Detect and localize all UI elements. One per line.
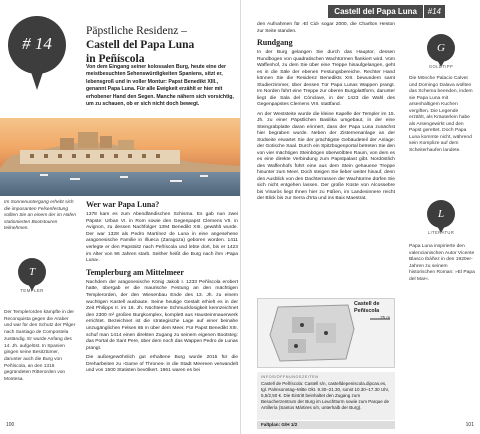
photo-caption: Im Sonnenuntergang erhebt sich die imposanten Felsenfestung sollten Sie an einem der im Hafen stationierten Bootstouren teilnehmen. (4, 200, 76, 232)
running-header-title: Castell del Papa Luna (328, 5, 423, 18)
section-text-templerburg: Nachdem der aragonesische König Jakob I. 1233 Peñíscola erobert hatte, übergab er die maurische Festung an den mächtigen Templerorden, der den Wiesenbau Ende des 13. Jh. zu einem wuchtigen Kastell ausbaute. Seine heutige Gestalt erhielt es in der Zeit Philipps II. im 16. Jh. Nüchterne Schmucklosigkeit kennzeichnet den 2300 m² großen Burgkomplex, komplett aus Hausteinmauerwerk errichtet. Bezeichnet ist die strategische Lage auf einer beinahe unzugänglichen Felsen 65 m über dem Meer. Für Papst Benedikt XIII. schuf man 1414 einen direkten Zugang zu seinem eigenen Bootsteg: das Portal de Sant Pere, über dem noch das Wappen Pedro de Lunas prangt. (86, 279, 238, 351)
templer-badge-label: TEMPLER (20, 288, 44, 293)
location-pin-marker (8, 16, 66, 92)
pin-tip (27, 60, 47, 90)
literatur-badge-label: LITERATUR (427, 230, 455, 235)
info-box (257, 372, 395, 420)
page-number-left: 100 (6, 422, 15, 428)
castle-floor-map (257, 298, 395, 368)
map-scale: 25 m (380, 315, 390, 320)
page-title (86, 24, 236, 66)
running-header-number: #14 (424, 5, 445, 18)
title-line-2b: in Peñíscola (86, 53, 145, 65)
left-main-column (86, 200, 238, 378)
goldtipp-badge (427, 34, 455, 74)
castle-photo (0, 118, 240, 196)
right-page (240, 0, 480, 434)
templer-sidebar-text: Der Templerorden kämpfte in der Reconquista gegen die Araber und war für den Schutz der Pilger nach Santiago de Compostela zuständig. Er wurde Anfang des 14. Jh. aufgelöst. In Spanien gingen seine Besitztümer, darunter auch die Burg von Peñíscola, an den 1316 gegründeten Ritterorden von Montesa. (4, 310, 76, 383)
section-heading-papa-luna: Wer war Papa Luna? (86, 200, 160, 209)
title-line-2a: Castell del Papa Luna (86, 39, 195, 51)
goldtipp-badge-letter: G (427, 34, 455, 62)
section-text-papa-luna: 1378 kam es zum Abendländischen Schisma. Es gab nun zwei Päpste: Urban VI. in Rom sowie den Gegenpapst Clemens VII. in Avignon, zu dessen Nachfolger 1394 Benedikt XIII. gewählt wurde. Der war 1328 als Pedro Martínez de Luna in eine angesehene aragonesische Familie in Illueca (Zaragoza) geboren worden. 1411 verlegte er den Papstsitz nach Peñíscola und lebte dort, bis er 1423 im Alter von 96 Jahren starb. Seither heißt die Burg nach ihm ›Papa Luna‹. (86, 212, 238, 264)
page-number-right: 101 (465, 422, 474, 428)
section-text-rundgang-2: An der Weststeite wurde die kleine Kapelle der Templer im 15. Jh. zu einer Päpstlichen Basilika umgebaut, in der eine Steingrabplatte daran erinnert, dass der Papa Luna zunächst hier begraben wurde. Neben der Zisternenanlage an der Südseite erwartet Sie der prächtigste Gebäudeteil der Anlage: der Gotische Saal. Durch ein Spitzbogenportal betreten Sie den von vier mächtigen Steinbögen überwölbten Raum, von dem es es eine direkte Verbindung zum Papstpalast gibt. Nordöstlich des Waffenhofs führt eine aus dem Stein gehauene Treppe hinunter zum Meer. Doch steigen Sie lieber weiter hinauf, denn den Ausblick von den Dachterrassen der Wachtürme dürfen Sie sich nicht entgehen lassen. Der große Küste von Alcossebre bis Vinaròs liegt Ihnen hier zu Füßen, im Landesinnere reicht der Blick bis zur Serra d'Irta und ins Baix Maestrat. (257, 111, 395, 201)
literatur-badge-letter: L (427, 200, 455, 228)
castle-photo-illustration (0, 118, 240, 196)
info-heading: INFOS/ÖFFNUNGSZEITEN (261, 375, 319, 379)
info-text: Castell de Peñíscola: Castell s/n, castelldepeniscola.dipcas.es, tgl. Palmsonntag–Mitte Okt. 9.30–21.30, sonst 10.30–17.30 Uhr, 5,5/2,50 €. Die Eintritt beinhaltet den Zugang zum Besucherzentrum der Burg im Leuchtturm sowie zum Parque de Artillería (Santos Mártires s/n, unterhalb der Burg). (261, 381, 390, 410)
right-main-column (257, 22, 395, 206)
title-line-1: Päpstliche Residenz – (86, 25, 187, 37)
intro-paragraph: Von dem Eingang seiner kolossalen Burg, heute eine der meistbesuchten Sehenswürdigkeiten Spaniens, sitzt er, lebensgroß und in voller Montur: Papst Benedikt XIII., genannt Papa Luna. Für alle Ewigkeit erzählt er hier mit erhobener Hand den Segen. Manche nähern sich vorsichtig, um zu schauen, ob er sich nicht doch bewegt. (86, 64, 234, 108)
literatur-badge (427, 200, 455, 240)
literatur-text: Papa Luna inspirierte den valencianischen Autor Vicente Blasco Ibáñez in den 1920er-Jahren zu seinem historischen Roman: »El Papa del Mar«. (409, 244, 475, 282)
pin-number: # 14 (22, 34, 52, 53)
faltplan-reference: Faltplan: G/H 1/2 (257, 421, 395, 429)
templer-badge (18, 258, 46, 294)
section-heading-templerburg: Templerburg am Mittelmeer (86, 267, 184, 277)
section-text-rundgang: In der Burg gelangen Sie durch das Hauptor, dessen Rundbogen von quadratischen Wachtürmen flankiert wird. Vom Waffenhof, zu dem Sie über eine Treppe hinaufgelangen, geht es in die Säle der ebenen Festungsbereiche. Rechter Hand können Sie die Residenz Benedikts XIII. bewundern samt Studierzimmer, über dessen Tür Papa Lunas Wappen prangt. Im Norden führt eine Treppe zur oberen Burgplattform, darunter liegt die Sala del Cónclave, in der 1423 die Wahl des Gegenpapstes Clemens VIII. stattfand. (257, 50, 395, 107)
templer-badge-letter: T (18, 258, 46, 286)
section-heading-rundgang: Rundgang (257, 38, 293, 47)
continued-text: den Aufnahmen für ›El Cid‹ sogar 2000, die Charlton Heston zur Seite standen. (257, 22, 395, 34)
running-header (241, 0, 480, 22)
section-text-templerburg-2: Die außergewöhnlich gut erhaltene Burg wurde 2015 für die Dreharbeiten zu ›Game of Thrones‹ in die Stadt Meereen verwandelt und von 1500 Statisten bevölkert. 1961 waren es bei (86, 355, 238, 374)
goldtipp-badge-label: GOLDTIPP (428, 64, 454, 69)
map-label: Castell de Peñíscola (354, 301, 380, 314)
goldtipp-text: Die Mönche Palacio Calvet und Domingo Dalava wollten das Schema beenden, indem sie Papa Luna mit arsenhaltigem Kuchen vergiften. Die Legende erzählt, als Kräuterlein habe als Arsengewirkt und den Papst gerettet. Doch Papa Luna kommte nicht, während sein Komplize auf dem Scheiterhaufen landete. (409, 76, 473, 153)
